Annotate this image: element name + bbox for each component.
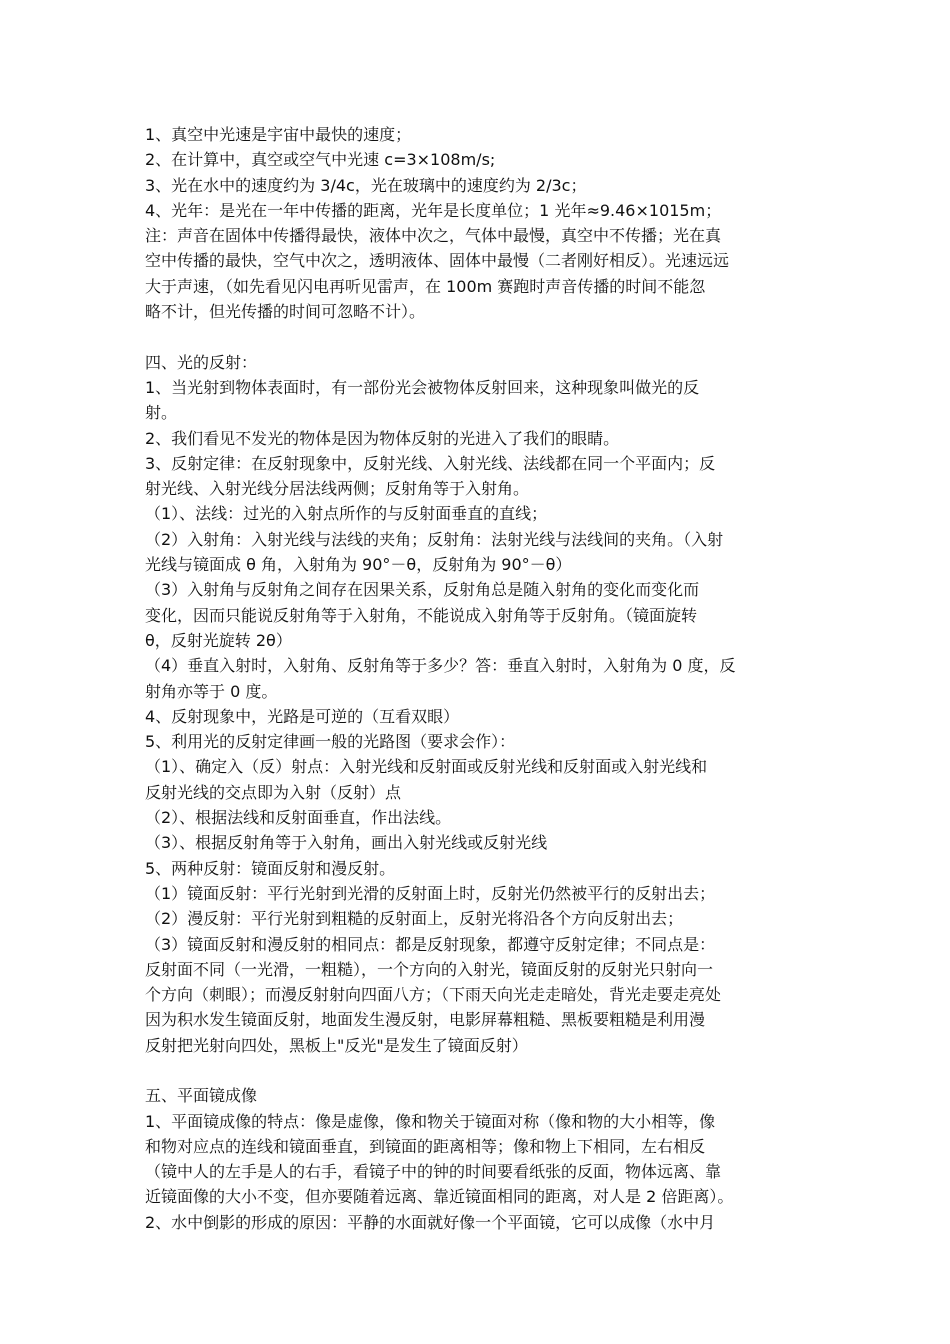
text-line: （3）入射角与反射角之间存在因果关系，反射角总是随入射角的变化而变化而 xyxy=(145,580,700,600)
text-line: （2）漫反射：平行光射到粗糙的反射面上，反射光将沿各个方向反射出去； xyxy=(145,909,684,929)
text-line: 1、当光射到物体表面时，有一部份光会被物体反射回来，这种现象叫做光的反 xyxy=(145,377,700,397)
text-line: 五、平面镜成像 xyxy=(145,1086,258,1106)
text-line: 2、我们看见不发光的物体是因为物体反射的光进入了我们的眼睛。 xyxy=(145,428,620,448)
text-line: 注：声音在固体中传播得最快，液体中次之，气体中最慢，真空中不传播；光在真 xyxy=(145,226,722,246)
text-line: （4）垂直入射时，入射角、反射角等于多少？答：垂直入射时，入射角为 0 度，反 xyxy=(145,656,736,676)
text-line: 射角亦等于 0 度。 xyxy=(145,681,278,701)
text-line: 反射把光射向四处，黑板上"反光"是发生了镜面反射） xyxy=(145,1035,528,1055)
text-line: 反射面不同（一光滑，一粗糙），一个方向的入射光，镜面反射的反射光只射向一 xyxy=(145,959,714,979)
text-line: 4、光年：是光在一年中传播的距离，光年是长度单位；1 光年≈9.46×1015m； xyxy=(145,200,722,220)
text-line: （2）入射角：入射光线与法线的夹角；反射角：法射光线与法线间的夹角。（入射 xyxy=(145,529,724,549)
text-line: （3）、根据反射角等于入射角，画出入射光线或反射光线 xyxy=(145,833,548,853)
text-line: 空中传播的最快，空气中次之，透明液体、固体中最慢（二者刚好相反）。光速远远 xyxy=(145,251,730,271)
text-line: 3、反射定律：在反射现象中，反射光线、入射光线、法线都在同一个平面内；反 xyxy=(145,453,716,473)
text-line: 5、利用光的反射定律画一般的光路图（要求会作）： xyxy=(145,732,516,752)
text-line: 因为积水发生镜面反射，地面发生漫反射，电影屏幕粗糙、黑板要粗糙是利用漫 xyxy=(145,1010,706,1030)
text-line: 光线与镜面成 θ 角，入射角为 90°－θ，反射角为 90°－θ） xyxy=(145,555,572,575)
text-line: 反射光线的交点即为入射（反射）点 xyxy=(145,782,402,802)
text-line: （1）、确定入（反）射点：入射光线和反射面或反射光线和反射面或入射光线和 xyxy=(145,757,708,777)
text-line: 略不计，但光传播的时间可忽略不计）。 xyxy=(145,302,426,322)
text-line: 1、真空中光速是宇宙中最快的速度； xyxy=(145,125,412,144)
text-line: （镜中人的左手是人的右手，看镜子中的钟的时间要看纸张的反面，物体远离、靠 xyxy=(145,1162,722,1182)
text-line: 射光线、入射光线分居法线两侧；反射角等于入射角。 xyxy=(145,479,530,499)
text-line: （2）、根据法线和反射面垂直，作出法线。 xyxy=(145,808,452,828)
text-line: 2、在计算中，真空或空气中光速 c=3×108m/s; xyxy=(145,150,496,170)
text-line: 射。 xyxy=(145,403,178,423)
text-line: 2、水中倒影的形成的原因：平静的水面就好像一个平面镜，它可以成像（水中月 xyxy=(145,1212,716,1232)
text-line: （3）镜面反射和漫反射的相同点：都是反射现象，都遵守反射定律；不同点是： xyxy=(145,934,716,954)
text-line: 1、平面镜成像的特点：像是虚像，像和物关于镜面对称（像和物的大小相等，像 xyxy=(145,1111,716,1131)
text-line: 四、光的反射： xyxy=(145,352,258,372)
text-line: 大于声速，（如先看见闪电再听见雷声，在 100m 赛跑时声音传播的时间不能忽 xyxy=(145,276,706,296)
text-line: 变化，因而只能说反射角等于入射角，不能说成入射角等于反射角。（镜面旋转 xyxy=(145,605,698,625)
text-line: 和物对应点的连线和镜面垂直，到镜面的距离相等；像和物上下相同，左右相反 xyxy=(145,1136,706,1156)
text-line: 4、反射现象中，光路是可逆的（互看双眼） xyxy=(145,706,460,726)
text-line: 3、光在水中的速度约为 3/4c，光在玻璃中的速度约为 2/3c； xyxy=(145,175,587,195)
text-line: θ，反射光旋转 2θ） xyxy=(145,630,292,650)
text-line: （1）镜面反射：平行光射到光滑的反射面上时，反射光仍然被平行的反射出去； xyxy=(145,883,716,903)
text-line: 5、两种反射：镜面反射和漫反射。 xyxy=(145,858,396,878)
text-line: （1）、法线：过光的入射点所作的与反射面垂直的直线； xyxy=(145,504,548,524)
document-body xyxy=(145,122,810,1235)
blank-line xyxy=(145,1058,810,1083)
text-line: 近镜面像的大小不变，但亦要随着远离、靠近镜面相同的距离，对人是 2 倍距离）。 xyxy=(145,1187,734,1207)
text-line: 个方向（刺眼）；而漫反射射向四面八方；（下雨天向光走走暗处，背光走要走亮处 xyxy=(145,985,722,1005)
blank-line xyxy=(145,324,810,349)
